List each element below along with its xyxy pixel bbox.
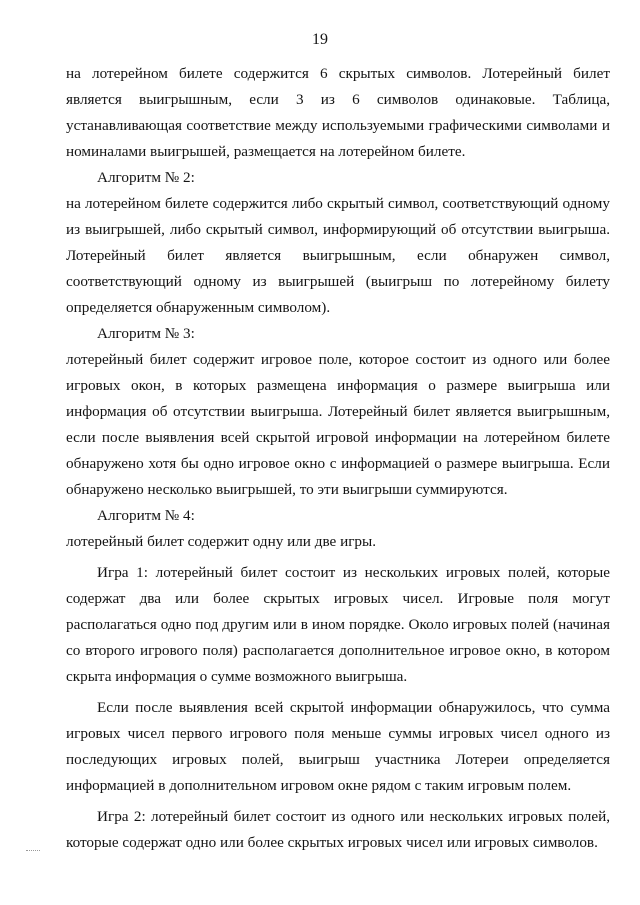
paragraph-game-2: Игра 2: лотерейный билет состоит из одного или нескольких игровых полей, которые содержат одно или более скрытых игровых чисел или игровых символов. — [66, 808, 610, 851]
paragraph-game-1-win-rule: Если после выявления всей скрытой информации обнаружилось, что сумма игровых чисел первого игрового поля меньше суммы игровых чисел одного из последующих игровых полей, выигрыш участника Лотереи определяется информацией в дополнительном игровом окне рядом с таким игровым полем. — [66, 699, 610, 794]
paragraph-algorithm-2: на лотерейном билете содержится либо скрытый символ, соответствующий одному из выигрышей, либо скрытый символ, информирующий об отсутствии выигрыша. Лотерейный билет является выигрышным, если обнаружен символ, соответствующий одному из выигрышей (выигрыш по лотерейному билету определяется обнаруженным символом). — [66, 195, 610, 316]
paragraph-algorithm-4-intro: лотерейный билет содержит одну или две игры. — [66, 533, 377, 550]
scan-artifact — [26, 850, 40, 853]
paragraph-algorithm-3: лотерейный билет содержит игровое поле, которое состоит из одного или более игровых окон, в которых размещена информация о размере выигрыша или информация об отсутствии выигрыша. Лотерейный билет является выигрышным, если после выявления всей скрытой игровой информации на лотерейном билете обнаружено хотя бы одно игровое окно с информацией о размере выигрыша. Если обнаружено несколько выигрышей, то эти выигрыши суммируются. — [66, 351, 610, 498]
body-text — [66, 61, 610, 856]
page-number: 19 — [312, 31, 328, 48]
heading-algorithm-4: Алгоритм № 4: — [97, 507, 195, 524]
heading-algorithm-3: Алгоритм № 3: — [97, 325, 195, 342]
paragraph-game-1: Игра 1: лотерейный билет состоит из нескольких игровых полей, которые содержат два или более скрытых игровых чисел. Игровые поля могут располагаться одно под другим или в ином порядке. Около игровых полей (начиная со второго игрового поля) располагается дополнительное игровое окно, в котором скрыта информация о сумме возможного выигрыша. — [66, 564, 610, 685]
heading-algorithm-2: Алгоритм № 2: — [97, 169, 195, 186]
paragraph-algorithm-1-continuation: на лотерейном билете содержится 6 скрытых символов. Лотерейный билет является выигрышным, если 3 из 6 символов одинаковые. Таблица, устанавливающая соответствие между используемыми графическими символами и номиналами выигрышей, размещается на лотерейном билете. — [66, 65, 610, 160]
